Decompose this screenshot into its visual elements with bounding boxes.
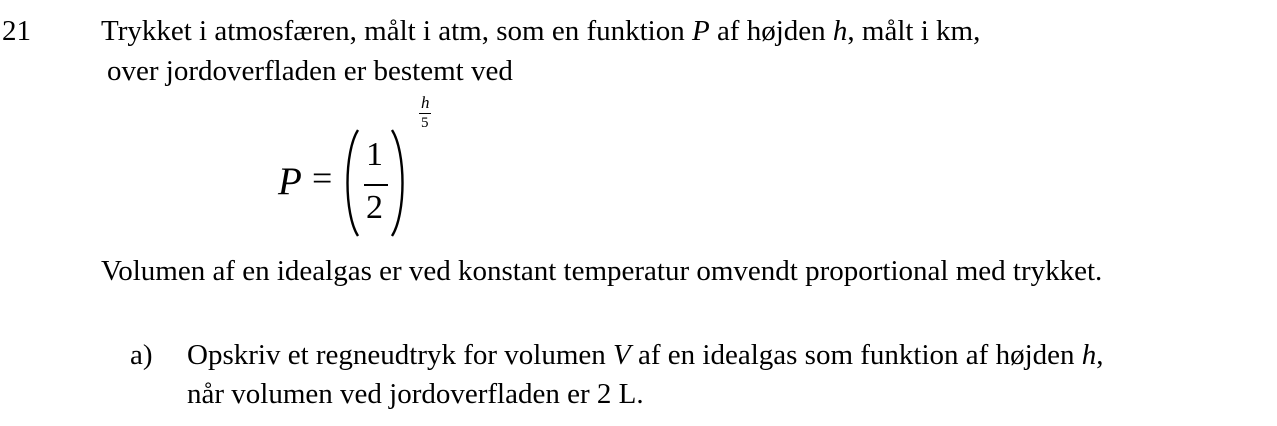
exponent-denominator: 5: [421, 115, 429, 131]
variable-h: h: [832, 15, 848, 47]
problem-intro-line1: [101, 17, 980, 46]
variable-P: P: [691, 15, 710, 47]
problem-intro-line2: over jordoverfladen er bestemt ved: [107, 55, 513, 87]
part-a-line2: når volumen ved jordoverfladen er 2 L.: [187, 378, 644, 410]
problem-statement: Volumen af en idealgas er ved konstant temperatur omvendt proportional med trykket.: [101, 255, 1103, 287]
exponent-numerator: h: [421, 93, 430, 112]
intro-text-3: , målt i km,: [847, 15, 981, 47]
base-numerator: 1: [366, 136, 383, 173]
part-a-text-1: Opskriv et regneudtryk for volumen: [187, 339, 614, 371]
formula-lhs: P: [278, 160, 302, 203]
pressure-formula: [278, 94, 448, 244]
part-a-line1: [187, 341, 1104, 370]
part-a-label: a): [130, 339, 153, 371]
formula-equals: =: [312, 158, 333, 198]
variable-V: V: [613, 339, 631, 371]
variable-h: h: [1081, 339, 1097, 371]
base-fraction-bar: [364, 184, 388, 186]
intro-text-2: af højden: [709, 15, 833, 47]
problem-number: 21: [2, 15, 31, 47]
intro-text-1: Trykket i atmosfæren, målt i atm, som en funktion: [101, 15, 692, 47]
left-parenthesis: [340, 128, 362, 238]
part-a-text-2: af en idealgas som funktion af højden: [630, 339, 1082, 371]
base-denominator: 2: [366, 189, 383, 226]
right-parenthesis: [388, 128, 410, 238]
part-a-text-3: ,: [1096, 339, 1104, 371]
